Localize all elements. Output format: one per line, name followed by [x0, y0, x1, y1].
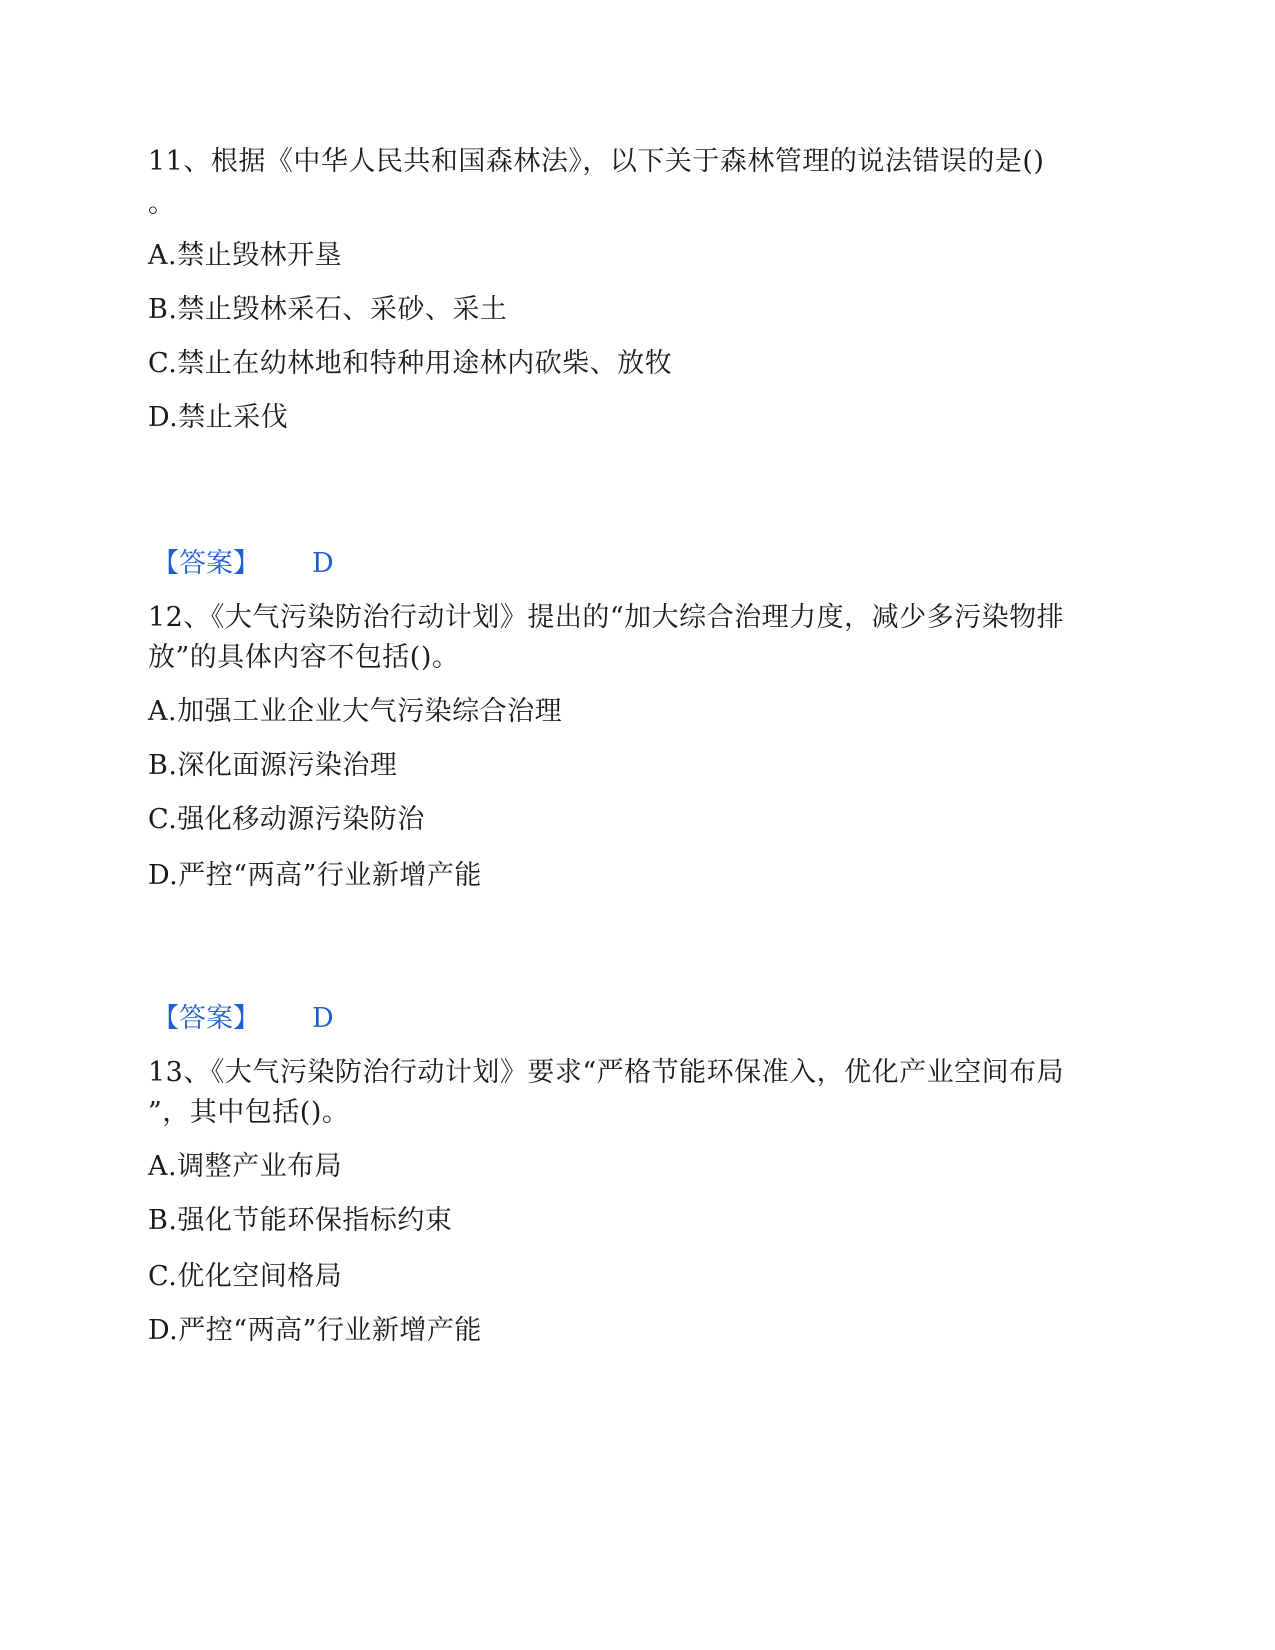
question-11-option-c: C.禁止在幼林地和特种用途林内砍柴、放牧	[148, 348, 673, 379]
question-12-answer	[152, 999, 334, 1039]
question-12-option-c: C.强化移动源污染防治	[148, 804, 425, 835]
question-13-option-b: B.强化节能环保指标约束	[148, 1205, 453, 1236]
question-12-stem-line1: 12、《大气污染防治行动计划》提出的“加大综合治理力度，减少多污染物排	[148, 602, 1065, 633]
answer-label: 【答案】	[152, 548, 260, 579]
question-13-stem-line2: ”，其中包括()。	[148, 1097, 350, 1128]
question-13-option-c: C.优化空间格局	[148, 1261, 343, 1292]
question-13-option-a: A.调整产业布局	[148, 1151, 343, 1182]
answer-label: 【答案】	[152, 1003, 260, 1034]
question-11-option-a: A.禁止毁林开垦	[148, 240, 343, 271]
answer-value: D	[312, 548, 334, 579]
question-11-stem-line2: 。	[148, 188, 176, 219]
question-13-stem-line1: 13、《大气污染防治行动计划》要求“严格节能环保准入，优化产业空间布局	[148, 1057, 1065, 1088]
question-12-option-d: D.严控“两高”行业新增产能	[148, 860, 482, 891]
question-12-stem-line2: 放”的具体内容不包括()。	[148, 642, 460, 673]
question-11-stem-line1: 11、根据《中华人民共和国森林法》，以下关于森林管理的说法错误的是()	[148, 146, 1045, 177]
question-11-option-b: B.禁止毁林采石、采砂、采土	[148, 294, 508, 325]
answer-value: D	[312, 1003, 334, 1034]
question-12-option-a: A.加强工业企业大气污染综合治理	[148, 696, 563, 727]
question-11-option-d: D.禁止采伐	[148, 402, 289, 433]
question-13-option-d: D.严控“两高”行业新增产能	[148, 1315, 482, 1346]
question-11-answer	[152, 544, 334, 584]
question-12-option-b: B.深化面源污染治理	[148, 750, 398, 781]
